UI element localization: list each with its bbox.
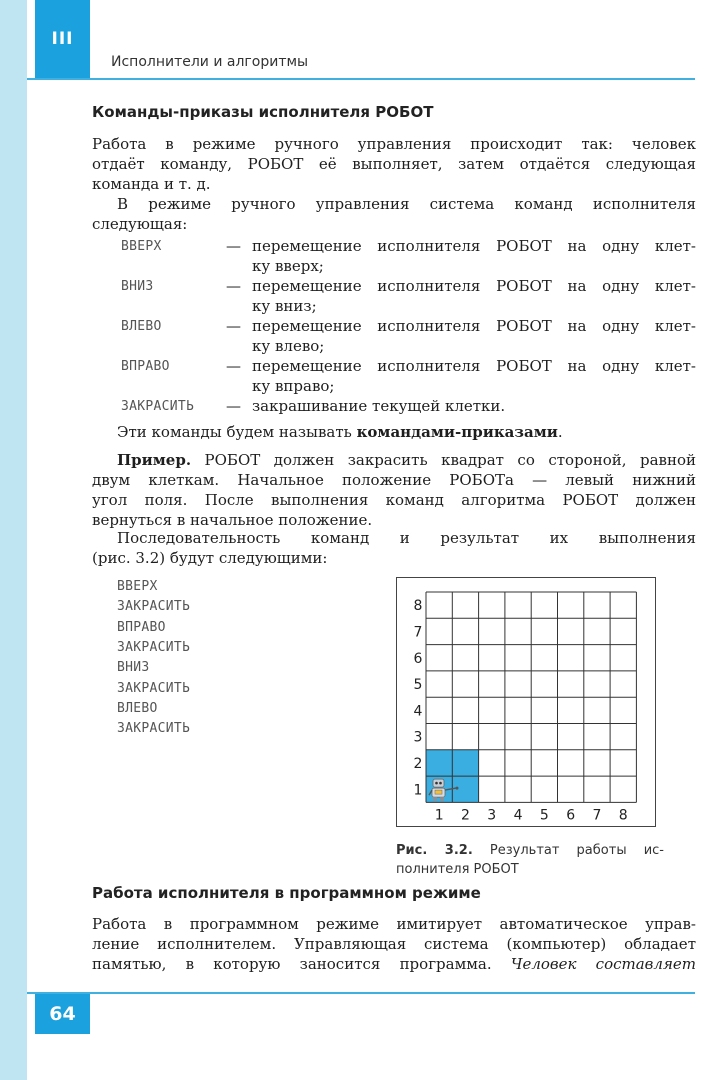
summary-text: Эти команды будем называть bbox=[117, 423, 357, 441]
figure-frame bbox=[396, 577, 656, 827]
command-name: ВВЕРХ bbox=[121, 239, 162, 254]
section-title-commands: Команды-приказы исполнителя РОБОТ bbox=[92, 103, 434, 121]
row-label: 5 bbox=[413, 677, 423, 694]
row-label: 6 bbox=[413, 650, 423, 667]
text-line: (рис. 3.2) будут следующими: bbox=[92, 549, 328, 567]
caption-line bbox=[396, 841, 664, 860]
program-line: ЗАКРАСИТЬ bbox=[117, 680, 191, 696]
example-text: РОБОТ должен закрасить квадрат со стороной, равной bbox=[191, 451, 696, 469]
program-line: ВВЕРХ bbox=[117, 579, 158, 594]
caption-line: полнителя РОБОТ bbox=[396, 862, 519, 877]
text-line: Последовательность команд и результат их выполнения bbox=[117, 529, 696, 547]
command-desc-cont: ку влево; bbox=[252, 337, 325, 355]
page-number: 64 bbox=[35, 994, 90, 1034]
row-label: 2 bbox=[413, 755, 423, 772]
row-label: 4 bbox=[413, 703, 423, 720]
left-margin-band bbox=[0, 0, 27, 1080]
command-dash: — bbox=[226, 237, 241, 255]
term-bold: командами-приказами bbox=[356, 423, 558, 441]
command-name: ВПРАВО bbox=[121, 359, 170, 374]
column-label: 8 bbox=[618, 807, 628, 824]
summary-line bbox=[117, 422, 563, 442]
column-label: 2 bbox=[460, 807, 470, 824]
text-line: вернуться в начальное положение. bbox=[92, 511, 373, 529]
column-label: 1 bbox=[434, 807, 444, 824]
command-desc: перемещение исполнителя РОБОТ на одну клет- bbox=[252, 317, 696, 335]
row-label: 3 bbox=[413, 729, 423, 746]
program-line: ЗАКРАСИТЬ bbox=[117, 721, 191, 737]
column-label: 4 bbox=[513, 807, 523, 824]
column-label: 5 bbox=[539, 807, 549, 824]
caption-label: Рис. 3.2. bbox=[396, 843, 473, 858]
column-label: 7 bbox=[592, 807, 602, 824]
command-dash: — bbox=[226, 317, 241, 335]
text-line: двум клеткам. Начальное положение РОБОТа — левый нижний bbox=[92, 471, 696, 489]
text-line: следующая: bbox=[92, 215, 188, 233]
command-dash: — bbox=[226, 277, 241, 295]
chapter-badge bbox=[35, 0, 90, 79]
command-name: ЗАКРАСИТЬ bbox=[121, 399, 195, 414]
command-desc-cont: ку вправо; bbox=[252, 377, 335, 395]
caption-text: Результат работы ис- bbox=[472, 843, 664, 858]
program-line: ЗАКРАСИТЬ bbox=[117, 639, 191, 655]
row-label: 7 bbox=[413, 624, 423, 641]
text-segment: памятью, в которую заносится программа. bbox=[92, 955, 511, 973]
command-desc: закрашивание текущей клетки. bbox=[252, 397, 506, 415]
row-label: 8 bbox=[413, 598, 423, 615]
command-dash: — bbox=[226, 357, 241, 375]
column-label: 6 bbox=[566, 807, 576, 824]
text-line: Работа в режиме ручного управления происходит так: человек bbox=[92, 135, 696, 153]
running-title: Исполнители и алгоритмы bbox=[111, 54, 309, 70]
command-name: ВНИЗ bbox=[121, 279, 154, 294]
text-line: В режиме ручного управления система команд исполнителя bbox=[117, 195, 696, 213]
command-dash: — bbox=[226, 397, 241, 415]
text-line: отдаёт команду, РОБОТ её выполняет, затем отдаётся следующая bbox=[92, 155, 696, 173]
italic-segment: Человек составляет bbox=[510, 955, 696, 973]
text-line: Работа в программном режиме имитирует автоматическое управ- bbox=[92, 915, 696, 933]
footer-rule bbox=[27, 992, 695, 994]
summary-end: . bbox=[557, 423, 563, 441]
command-desc: перемещение исполнителя РОБОТ на одну клет- bbox=[252, 277, 696, 295]
text-line: ление исполнителем. Управляющая система (компьютер) обладает bbox=[92, 935, 696, 953]
chapter-number: III bbox=[51, 28, 74, 49]
text-line: угол поля. После выполнения команд алгоритма РОБОТ должен bbox=[92, 491, 696, 509]
command-desc-cont: ку вниз; bbox=[252, 297, 317, 315]
column-label: 3 bbox=[487, 807, 497, 824]
row-label: 1 bbox=[413, 782, 423, 799]
command-desc: перемещение исполнителя РОБОТ на одну клет- bbox=[252, 237, 696, 255]
program-line: ЗАКРАСИТЬ bbox=[117, 599, 191, 615]
program-line: ВПРАВО bbox=[117, 619, 166, 635]
command-name: ВЛЕВО bbox=[121, 319, 162, 334]
header-rule bbox=[27, 78, 695, 80]
figure-caption bbox=[396, 841, 664, 879]
text-line bbox=[92, 954, 696, 974]
program-line: ВНИЗ bbox=[117, 660, 150, 676]
text-line bbox=[117, 450, 696, 470]
command-desc: перемещение исполнителя РОБОТ на одну клет- bbox=[252, 357, 696, 375]
section-title-program-mode: Работа исполнителя в программном режиме bbox=[92, 884, 481, 902]
text-line: команда и т. д. bbox=[92, 175, 211, 193]
program-line: ВЛЕВО bbox=[117, 700, 158, 716]
command-desc-cont: ку вверх; bbox=[252, 257, 324, 275]
example-label: Пример. bbox=[117, 451, 192, 469]
